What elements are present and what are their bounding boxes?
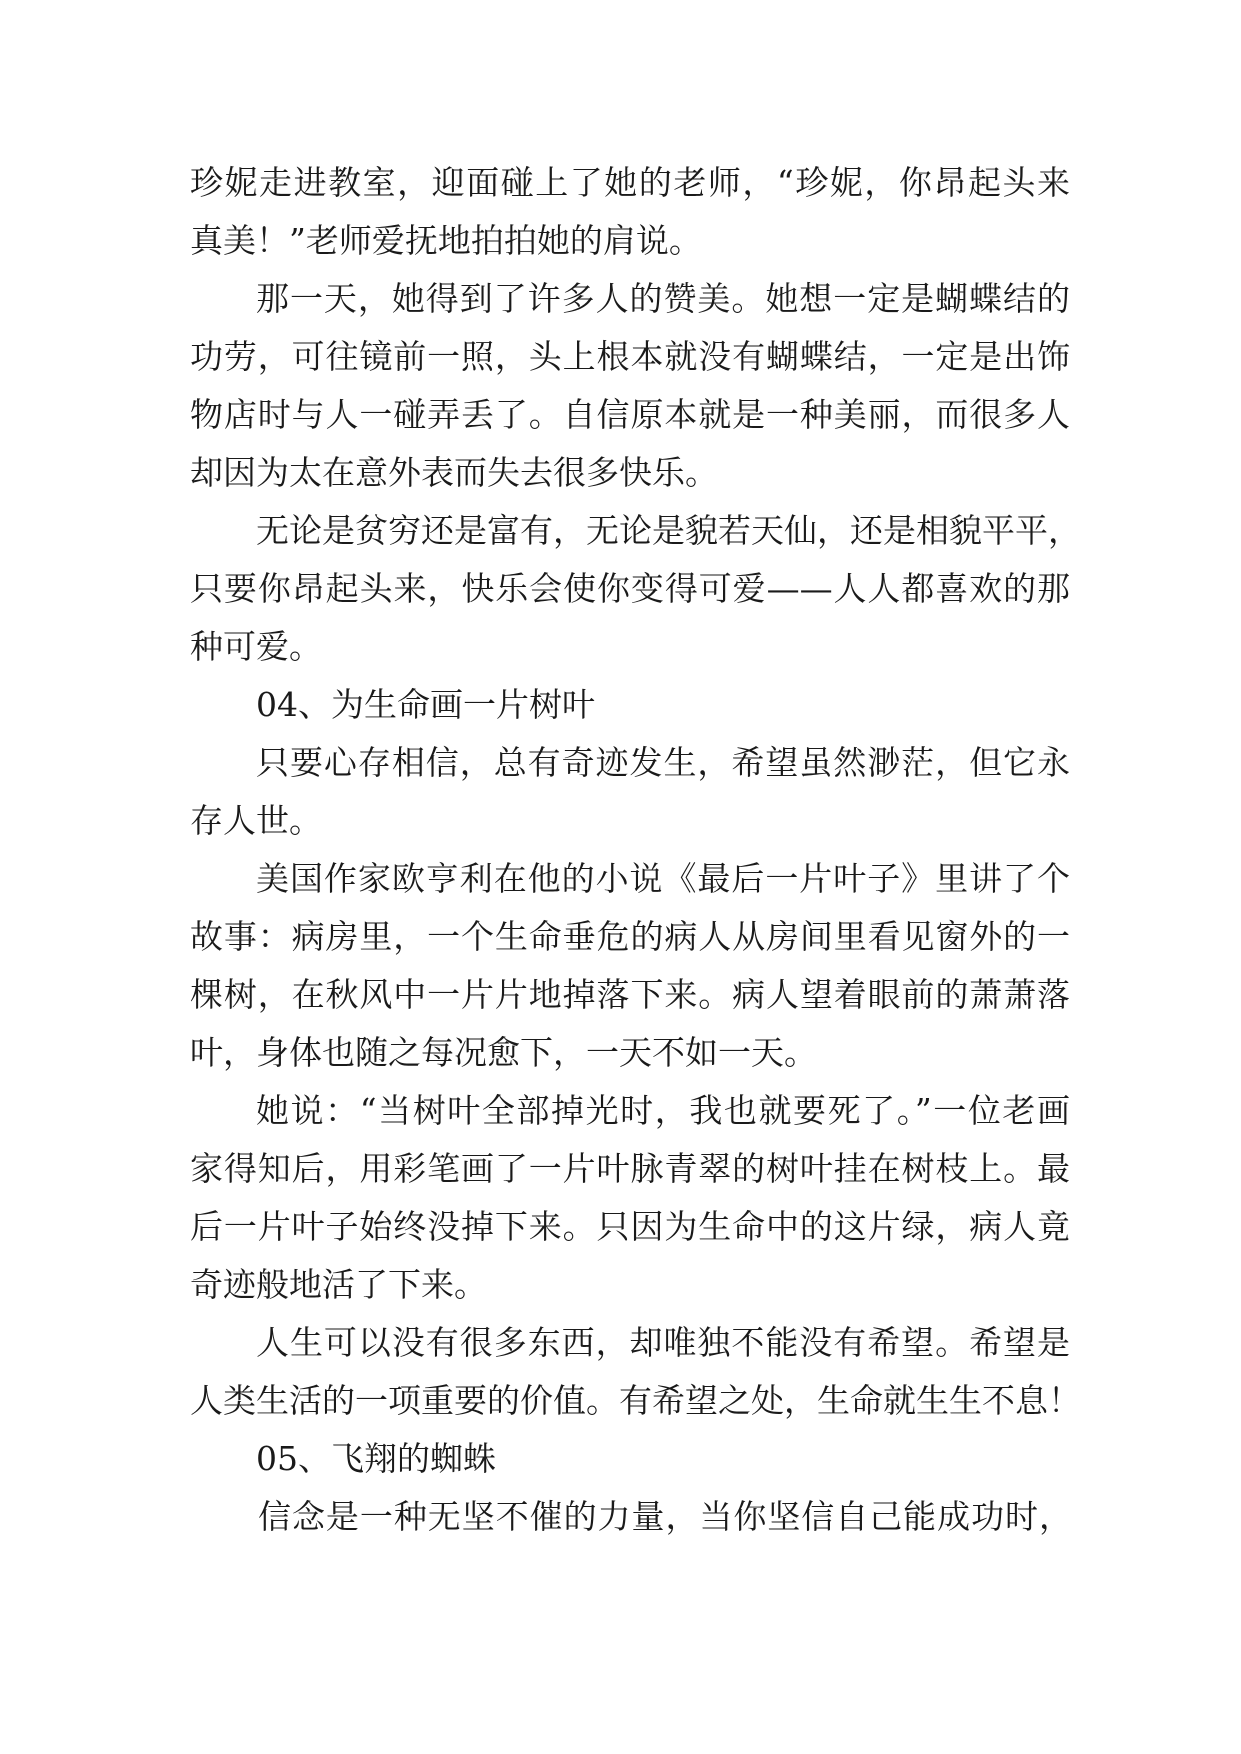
paragraph-first-line: 信念是一种无坚不催的力量，当你坚信自己能成功时，: [258, 1497, 1072, 1536]
text-line: 真美！”老师爱抚地拍拍她的肩说。: [190, 221, 702, 260]
paragraph-first-line: 无论是贫穷还是富有，无论是貌若天仙，还是相貌平平，: [256, 511, 1081, 550]
text-line: 奇迹般地活了下来。: [190, 1265, 487, 1304]
paragraph-first-line: 那一天，她得到了许多人的赞美。她想一定是蝴蝶结的: [256, 279, 1070, 318]
text-line: 却因为太在意外表而失去很多快乐。: [190, 453, 718, 492]
paragraph-first-line: 只要心存相信，总有奇迹发生，希望虽然渺茫，但它永: [256, 743, 1070, 782]
text-line: 人类生活的一项重要的价值。有希望之处，生命就生生不息！: [190, 1381, 1081, 1420]
text-line: 物店时与人一碰弄丢了。自信原本就是一种美丽，而很多人: [190, 395, 1070, 434]
section-heading: 05、飞翔的蜘蛛: [256, 1439, 496, 1478]
paragraph-first-line: 美国作家欧亨利在他的小说《最后一片叶子》里讲了个: [256, 859, 1070, 898]
text-line: 家得知后，用彩笔画了一片叶脉青翠的树叶挂在树枝上。最: [190, 1149, 1070, 1188]
text-line: 后一片叶子始终没掉下来。只因为生命中的这片绿，病人竟: [190, 1207, 1070, 1246]
text-line: 珍妮走进教室，迎面碰上了她的老师，“珍妮，你昂起头来: [190, 163, 1070, 202]
text-line: 种可爱。: [190, 627, 322, 666]
text-line: 功劳，可往镜前一照，头上根本就没有蝴蝶结，一定是出饰: [190, 337, 1070, 376]
paragraph-first-line: 人生可以没有很多东西，却唯独不能没有希望。希望是: [256, 1323, 1070, 1362]
paragraph-first-line: 她说：“当树叶全部掉光时，我也就要死了。”一位老画: [256, 1091, 1070, 1130]
text-line: 存人世。: [190, 801, 322, 840]
section-heading: 04、为生命画一片树叶: [256, 685, 595, 724]
text-line: 故事：病房里，一个生命垂危的病人从房间里看见窗外的一: [190, 917, 1070, 956]
text-line: 叶，身体也随之每况愈下，一天不如一天。: [190, 1033, 817, 1072]
text-line: 只要你昂起头来，快乐会使你变得可爱——人人都喜欢的那: [190, 569, 1070, 608]
text-line: 棵树，在秋风中一片片地掉落下来。病人望着眼前的萧萧落: [190, 975, 1070, 1014]
